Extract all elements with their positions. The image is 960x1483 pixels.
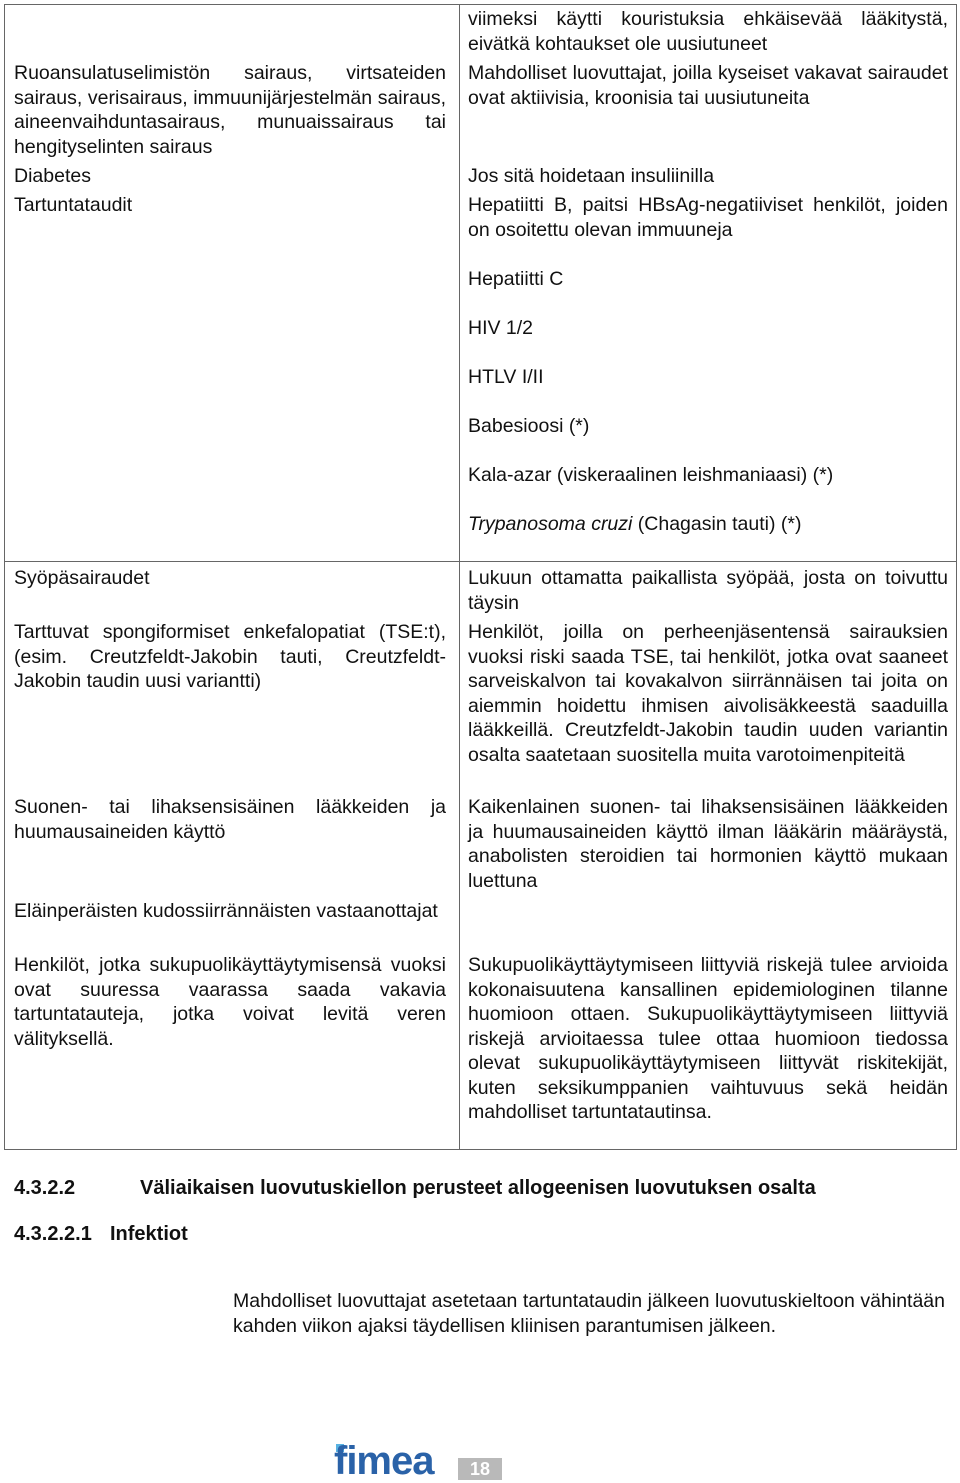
table-cell: Kaikenlainen suonen- tai lihaksensisäinen lääkkeiden ja huumausaineiden käyttö ilman lääkärin määräystä, anabolisten steroidien tai hormonien käyttö mukaan luettuna bbox=[468, 796, 948, 892]
italic-term: Trypanosoma cruzi bbox=[468, 513, 633, 535]
section-heading: Väliaikaisen luovutuskiellon perusteet allogeenisen luovutuksen osalta bbox=[140, 1177, 816, 1199]
table-cell: Babesioosi (*) bbox=[468, 415, 590, 437]
table-cell: Tartuntataudit bbox=[14, 194, 133, 216]
table-cell: Eläinperäisten kudossiirrännäisten vastaanottajat bbox=[14, 900, 438, 922]
logo-text: fimea bbox=[334, 1439, 434, 1483]
section-number: 4.3.2.2 bbox=[14, 1177, 76, 1199]
subsection-heading: Infektiot bbox=[110, 1223, 188, 1245]
page-number: 18 bbox=[458, 1458, 502, 1480]
table-cell: viimeksi käytti kouristuksia ehkäisevää lääkitystä, eivätkä kohtaukset ole uusiutuneet bbox=[468, 8, 948, 55]
table-cell: HTLV I/II bbox=[468, 366, 544, 388]
table-cell: Kala-azar (viskeraalinen leishmaniaasi) (*) bbox=[468, 464, 834, 486]
table-cell: Tarttuvat spongiformiset enkefalopatiat (TSE:t), (esim. Creutzfeldt-Jakobin tauti, Creutzfeldt-Jakobin taudin uusi variantti) bbox=[14, 621, 446, 692]
table-cell: Sukupuolikäyttäytymiseen liittyviä riskejä tulee arvioida kokonaisuutena kansallinen epidemiologinen tilanne huomioon ottaen. Sukupuolikäyttäytymiseen liittyviä riskejä arvioitaessa tulee ottaa huomioon tiedossa olevat sukupuolikäyttäytymiseen liittyvät riskitekijät, kuten seksikumppanien vaihtuvuus sekä heidän mahdolliset tartuntatautinsa. bbox=[468, 954, 948, 1123]
table-cell: Henkilöt, joilla on perheenjäsentensä sairauksien vuoksi riski saada TSE, tai henkilöt, jotka ovat saaneet sarveiskalvon tai kovakalvon siirrännäisen tai joita on aiemmin hoidettu ihmisen aivolisäkkeestä saaduilla lääkkeillä. Creutzfeldt-Jakobin taudin uuden variantin osalta saatetaan suositella muita varotoimenpiteitä bbox=[468, 621, 948, 766]
table-cell: Jos sitä hoidetaan insuliinilla bbox=[468, 165, 715, 187]
table-cell: HIV 1/2 bbox=[468, 317, 534, 339]
column-divider bbox=[459, 5, 460, 1149]
fimea-logo bbox=[334, 1440, 440, 1482]
body-paragraph: Mahdolliset luovuttajat asetetaan tartuntataudin jälkeen luovutuskieltoon vähintään kahden viikon ajaksi täydellisen kliinisen parantumisen jälkeen. bbox=[233, 1289, 945, 1337]
table-cell: Hepatiitti B, paitsi HBsAg-negatiiviset henkilöt, joiden on osoitettu olevan immuuneja bbox=[468, 194, 948, 241]
table-cell-text: (Chagasin tauti) (*) bbox=[632, 513, 802, 535]
table-cell: Hepatiitti C bbox=[468, 268, 564, 290]
table-cell: Lukuun ottamatta paikallista syöpää, josta on toivuttu täysin bbox=[468, 567, 948, 614]
table-cell bbox=[468, 512, 948, 537]
table-cell: Syöpäsairaudet bbox=[14, 567, 150, 589]
table-cell: Mahdolliset luovuttajat, joilla kyseiset vakavat sairaudet ovat aktiivisia, kroonisia tai uusiutuneita bbox=[468, 62, 948, 109]
subsection-number: 4.3.2.2.1 bbox=[14, 1223, 92, 1245]
criteria-table bbox=[4, 4, 957, 1150]
table-cell: Suonen- tai lihaksensisäinen lääkkeiden ja huumausaineiden käyttö bbox=[14, 796, 446, 843]
table-cell: Diabetes bbox=[14, 165, 91, 187]
table-cell: Henkilöt, jotka sukupuolikäyttäytymisensä vuoksi ovat suuressa vaarassa saada vakavia tartuntatauteja, jotka voivat levitä veren välityksellä. bbox=[14, 954, 446, 1050]
table-cell: Ruoansulatuselimistön sairaus, virtsateiden sairaus, verisairaus, immuunijärjestelmän sairaus, aineenvaihduntasairaus, munuaissairaus tai hengityselinten sairaus bbox=[14, 62, 446, 158]
row-divider bbox=[5, 561, 956, 562]
